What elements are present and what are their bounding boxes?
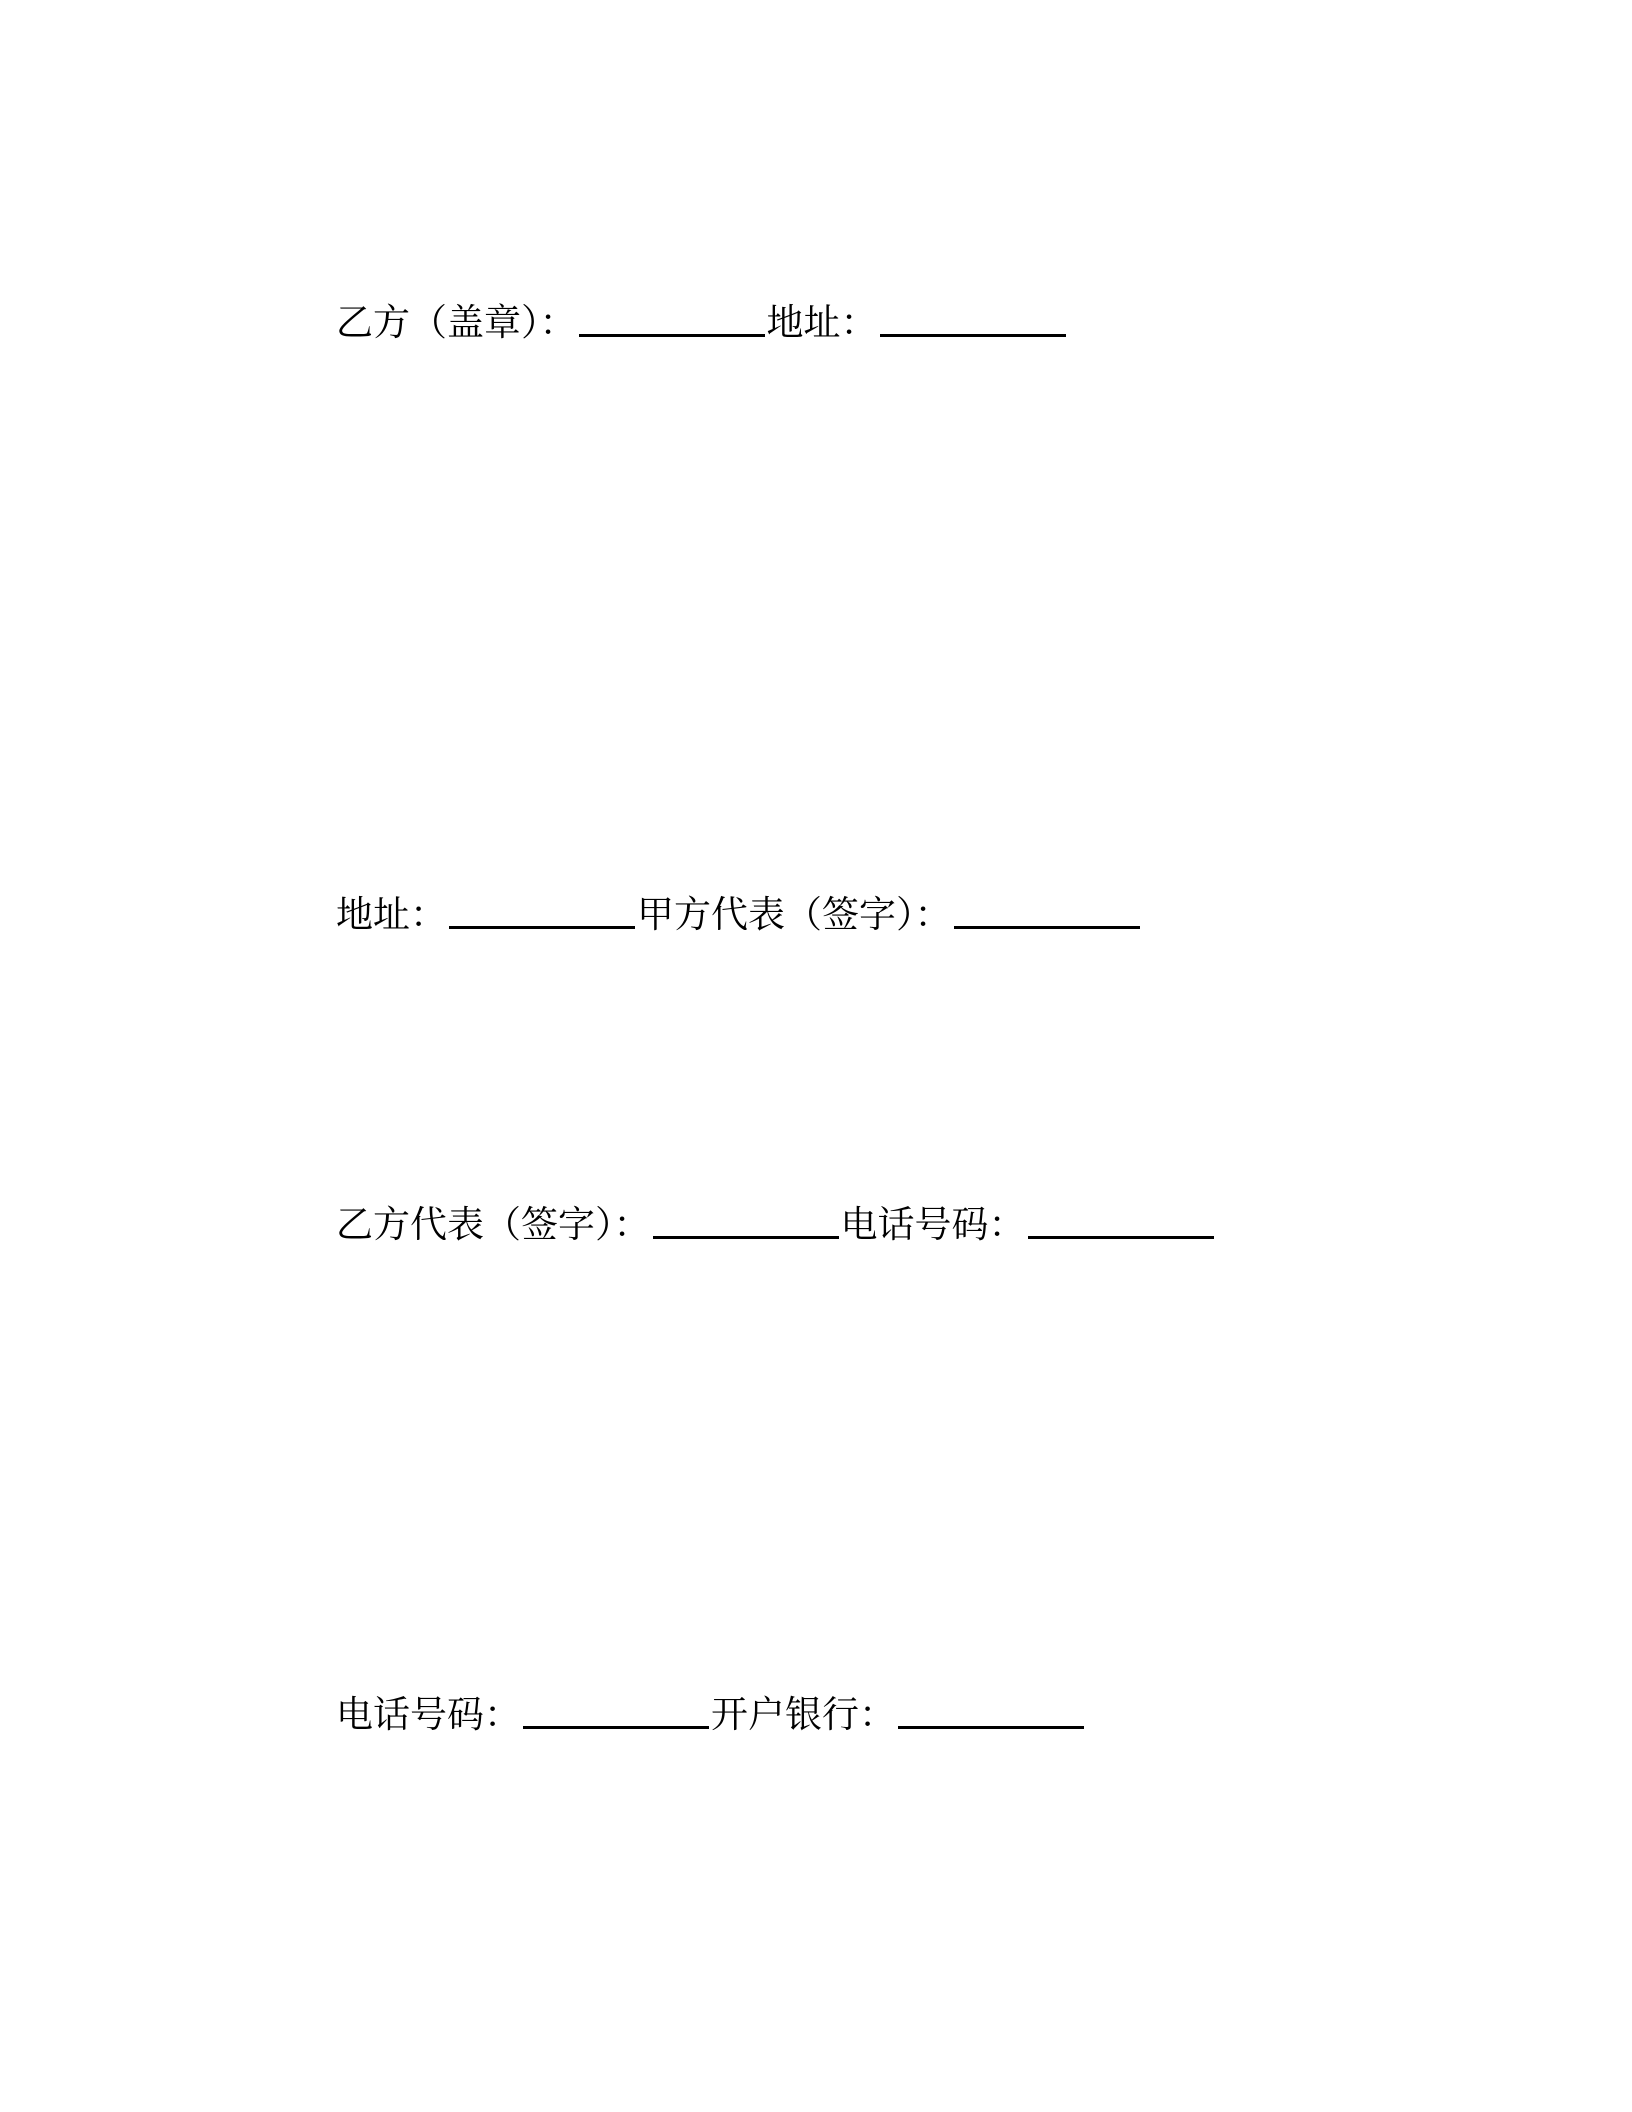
phone-blank[interactable] bbox=[523, 1686, 709, 1729]
party-b-rep-blank[interactable] bbox=[653, 1196, 839, 1239]
bank-label: 开户银行： bbox=[711, 1693, 896, 1736]
party-b-seal-blank[interactable] bbox=[579, 294, 765, 337]
party-a-rep-blank[interactable] bbox=[954, 886, 1140, 929]
party-b-rep-phone-line bbox=[336, 1194, 1216, 1250]
party-b-seal-line bbox=[336, 292, 1068, 348]
bank-blank[interactable] bbox=[898, 1686, 1084, 1729]
party-b-rep-label: 乙方代表（签字）： bbox=[336, 1203, 651, 1246]
phone-bank-line bbox=[336, 1684, 1086, 1740]
address-label: 地址： bbox=[766, 301, 878, 344]
party-b-seal-label: 乙方（盖章）： bbox=[336, 301, 577, 344]
address-blank[interactable] bbox=[880, 294, 1066, 337]
phone-label: 电话号码： bbox=[840, 1203, 1026, 1246]
address-blank[interactable] bbox=[449, 886, 635, 929]
party-a-rep-label: 甲方代表（签字）： bbox=[637, 893, 952, 936]
phone-label: 电话号码： bbox=[336, 1693, 521, 1736]
phone-blank[interactable] bbox=[1028, 1196, 1214, 1239]
address-label: 地址： bbox=[336, 893, 447, 936]
address-party-a-rep-line bbox=[336, 884, 1142, 940]
